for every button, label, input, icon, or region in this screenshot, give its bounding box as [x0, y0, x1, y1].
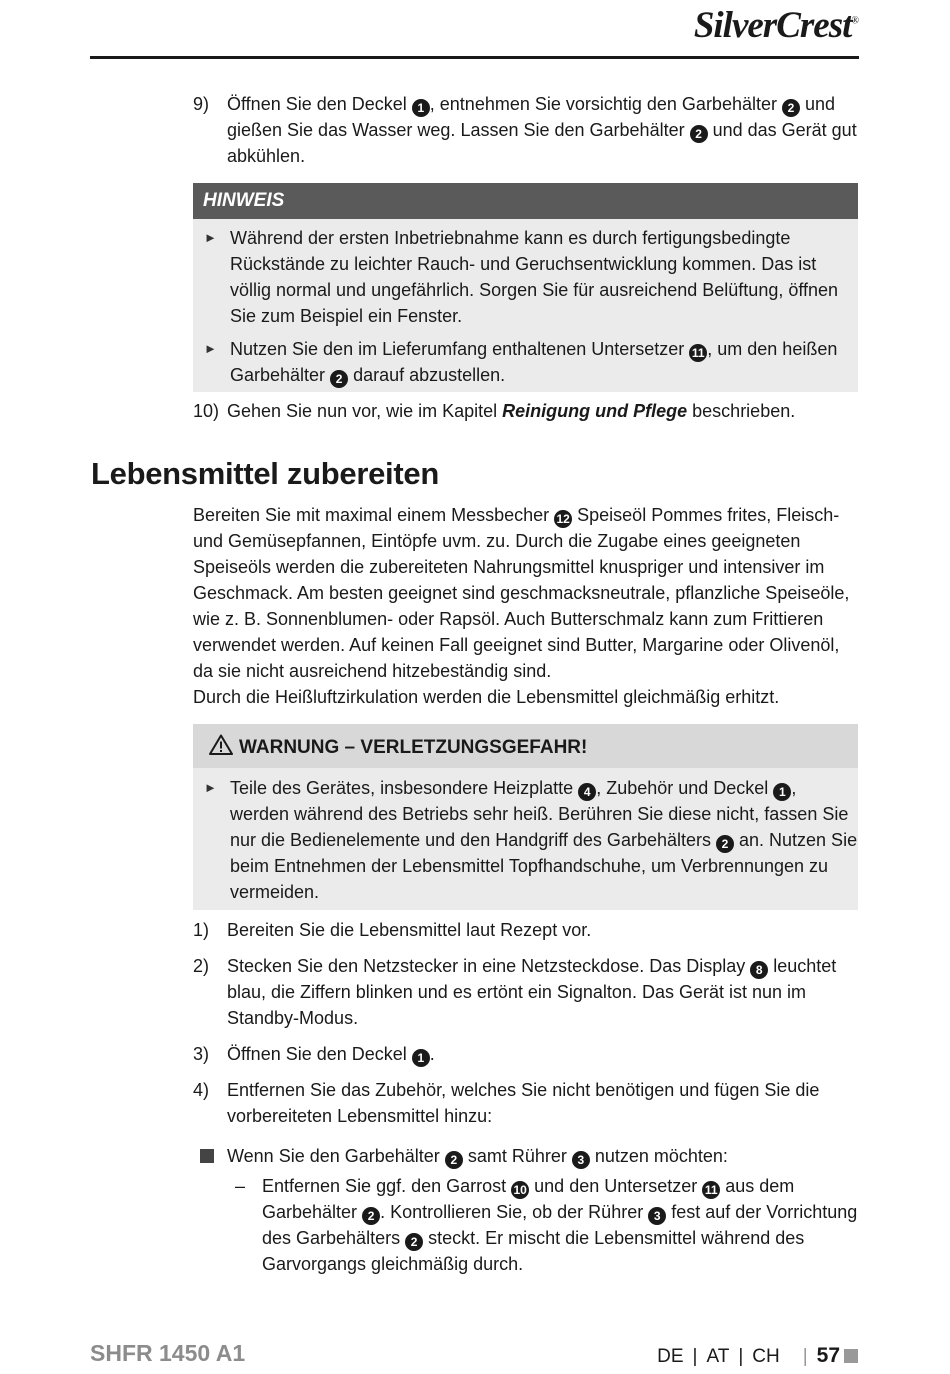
- ref-badge: 2: [405, 1233, 423, 1251]
- hinweis-box: [193, 183, 858, 392]
- section-title: Lebensmittel zubereiten: [91, 456, 439, 491]
- ref-badge: 3: [648, 1207, 666, 1225]
- step-3: 3) Öffnen Sie den Deckel 1 .: [193, 1044, 435, 1065]
- ref-badge: 1: [412, 1049, 430, 1067]
- step-4: 4) Entfernen Sie das Zubehör, welches Sie nicht benötigen und fügen Sie die vorbereiteten Lebensmittel hinzu:: [193, 1080, 820, 1126]
- ref-badge: 2: [362, 1207, 380, 1225]
- sub-list: [193, 1143, 858, 1277]
- hinweis-bullet-2: ► Nutzen Sie den im Lieferumfang enthaltenen Untersetzer 11 , um den heißen Garbehälter 2 darauf abzustellen.: [193, 336, 858, 388]
- ref-badge: 2: [330, 370, 348, 388]
- ref-badge: 2: [716, 835, 734, 853]
- arrow-icon: ►: [204, 341, 217, 356]
- ref-badge: 11: [702, 1181, 720, 1199]
- hinweis-bullet-1: ► Während der ersten Inbetriebnahme kann es durch fertigungsbedingte Rückstände zu leichter Rauch- und Geruchsentwicklung kommen. Das ist völlig normal und ungefährlich. Sorgen Sie für ausreichend Belüftung, öffnen Sie zum Beispiel ein Fenster.: [193, 225, 858, 329]
- step-2: 2) Stecken Sie den Netzstecker in eine Netzsteckdose. Das Display 8 leuchtet blau, die Ziffern blinken und es ertönt ein Signalton. Das Gerät ist nun im Standby-Modus.: [193, 956, 837, 1028]
- ref-badge: 4: [578, 783, 596, 801]
- ref-badge: 11: [689, 344, 707, 362]
- ref-badge: 1: [412, 99, 430, 117]
- arrow-icon: ►: [204, 230, 217, 245]
- step-1: 1) Bereiten Sie die Lebensmittel laut Rezept vor.: [193, 920, 592, 940]
- square-bullet-icon: [200, 1149, 214, 1163]
- square-bullet-item: Wenn Sie den Garbehälter 2 samt Rührer 3 nutzen möchten:: [193, 1143, 858, 1169]
- section-intro: Bereiten Sie mit maximal einem Messbecher 12 Speiseöl Pommes frites, Fleisch- und Gemüsepfannen, Eintöpfe uvm. zu. Durch die Zugabe eines geeigneten Speiseöls werden die zubereiteten Nahrungsmittel knuspriger und intensiver im Geschmack. Am besten geeignet sind geschmacksneutrale, pflanzliche Speiseöle, wie z. B. Sonnenblumen- oder Rapsöl. Auch Butterschmalz kann zum Frittieren verwendet werden. Auf keinen Fall geeignet sind Butter, Margarine oder Olivenöl, da sie nicht ausreichend hitzebeständig sind. Durch die Heißluftzirkulation werden die Lebensmittel gleichmäßig erhitzt.: [193, 505, 850, 707]
- page-marker: [844, 1349, 858, 1363]
- hinweis-title: HINWEIS: [193, 183, 858, 219]
- step-number: 10): [193, 401, 220, 421]
- step-10: 10) Gehen Sie nun vor, wie im Kapitel Reinigung und Pflege beschrieben.: [193, 398, 858, 424]
- ref-badge: 3: [572, 1151, 590, 1169]
- warning-box: [193, 724, 858, 910]
- ref-badge: 1: [773, 783, 791, 801]
- footer-model: SHFR 1450 A1: [90, 1340, 246, 1366]
- header-rule: [90, 56, 859, 59]
- warning-triangle-icon: [209, 734, 233, 755]
- ref-badge: 10: [511, 1181, 529, 1199]
- step-9: 9) Öffnen Sie den Deckel 1 , entnehmen Sie vorsichtig den Garbehälter 2 und gießen Sie das Wasser weg. Lassen Sie den Garbehälter 2 und das Gerät gut abkühlen.: [193, 91, 858, 169]
- arrow-icon: ►: [204, 780, 217, 795]
- page-number: 57: [816, 1344, 840, 1367]
- warning-title: WARNUNG – VERLETZUNGSGEFAHR!: [193, 724, 858, 768]
- footer-locale-page: DE | AT | CH | 57: [657, 1344, 858, 1368]
- ref-badge: 2: [445, 1151, 463, 1169]
- steps-list: [193, 917, 858, 1129]
- warning-bullet: ► Teile des Gerätes, insbesondere Heizplatte 4 , Zubehör und Deckel 1 , werden während des Betriebs sehr heiß. Berühren Sie diese nicht, fassen Sie nur die Bedienelemente und den Handgriff des Garbehälters 2 an. Nutzen Sie beim Entnehmen der Lebensmittel Topfhandschuhe, um Verbrennungen zu vermeiden.: [193, 775, 858, 905]
- ref-badge: 12: [554, 510, 572, 528]
- chapter-reference: Reinigung und Pflege: [502, 401, 688, 421]
- step-number: 9): [193, 94, 210, 114]
- ref-badge: 2: [782, 99, 800, 117]
- brand-logo: SilverCrest®: [693, 5, 858, 46]
- ref-badge: 8: [750, 961, 768, 979]
- dash-item: – Entfernen Sie ggf. den Garrost 10 und den Untersetzer 11 aus dem Garbehälter 2 . Kontrollieren Sie, ob der Rührer 3 fest auf der Vorrichtung des Garbehälters 2 steckt. Er mischt die Lebensmittel während des Garvorgangs gleichmäßig durch.: [235, 1176, 858, 1274]
- ref-badge: 2: [690, 125, 708, 143]
